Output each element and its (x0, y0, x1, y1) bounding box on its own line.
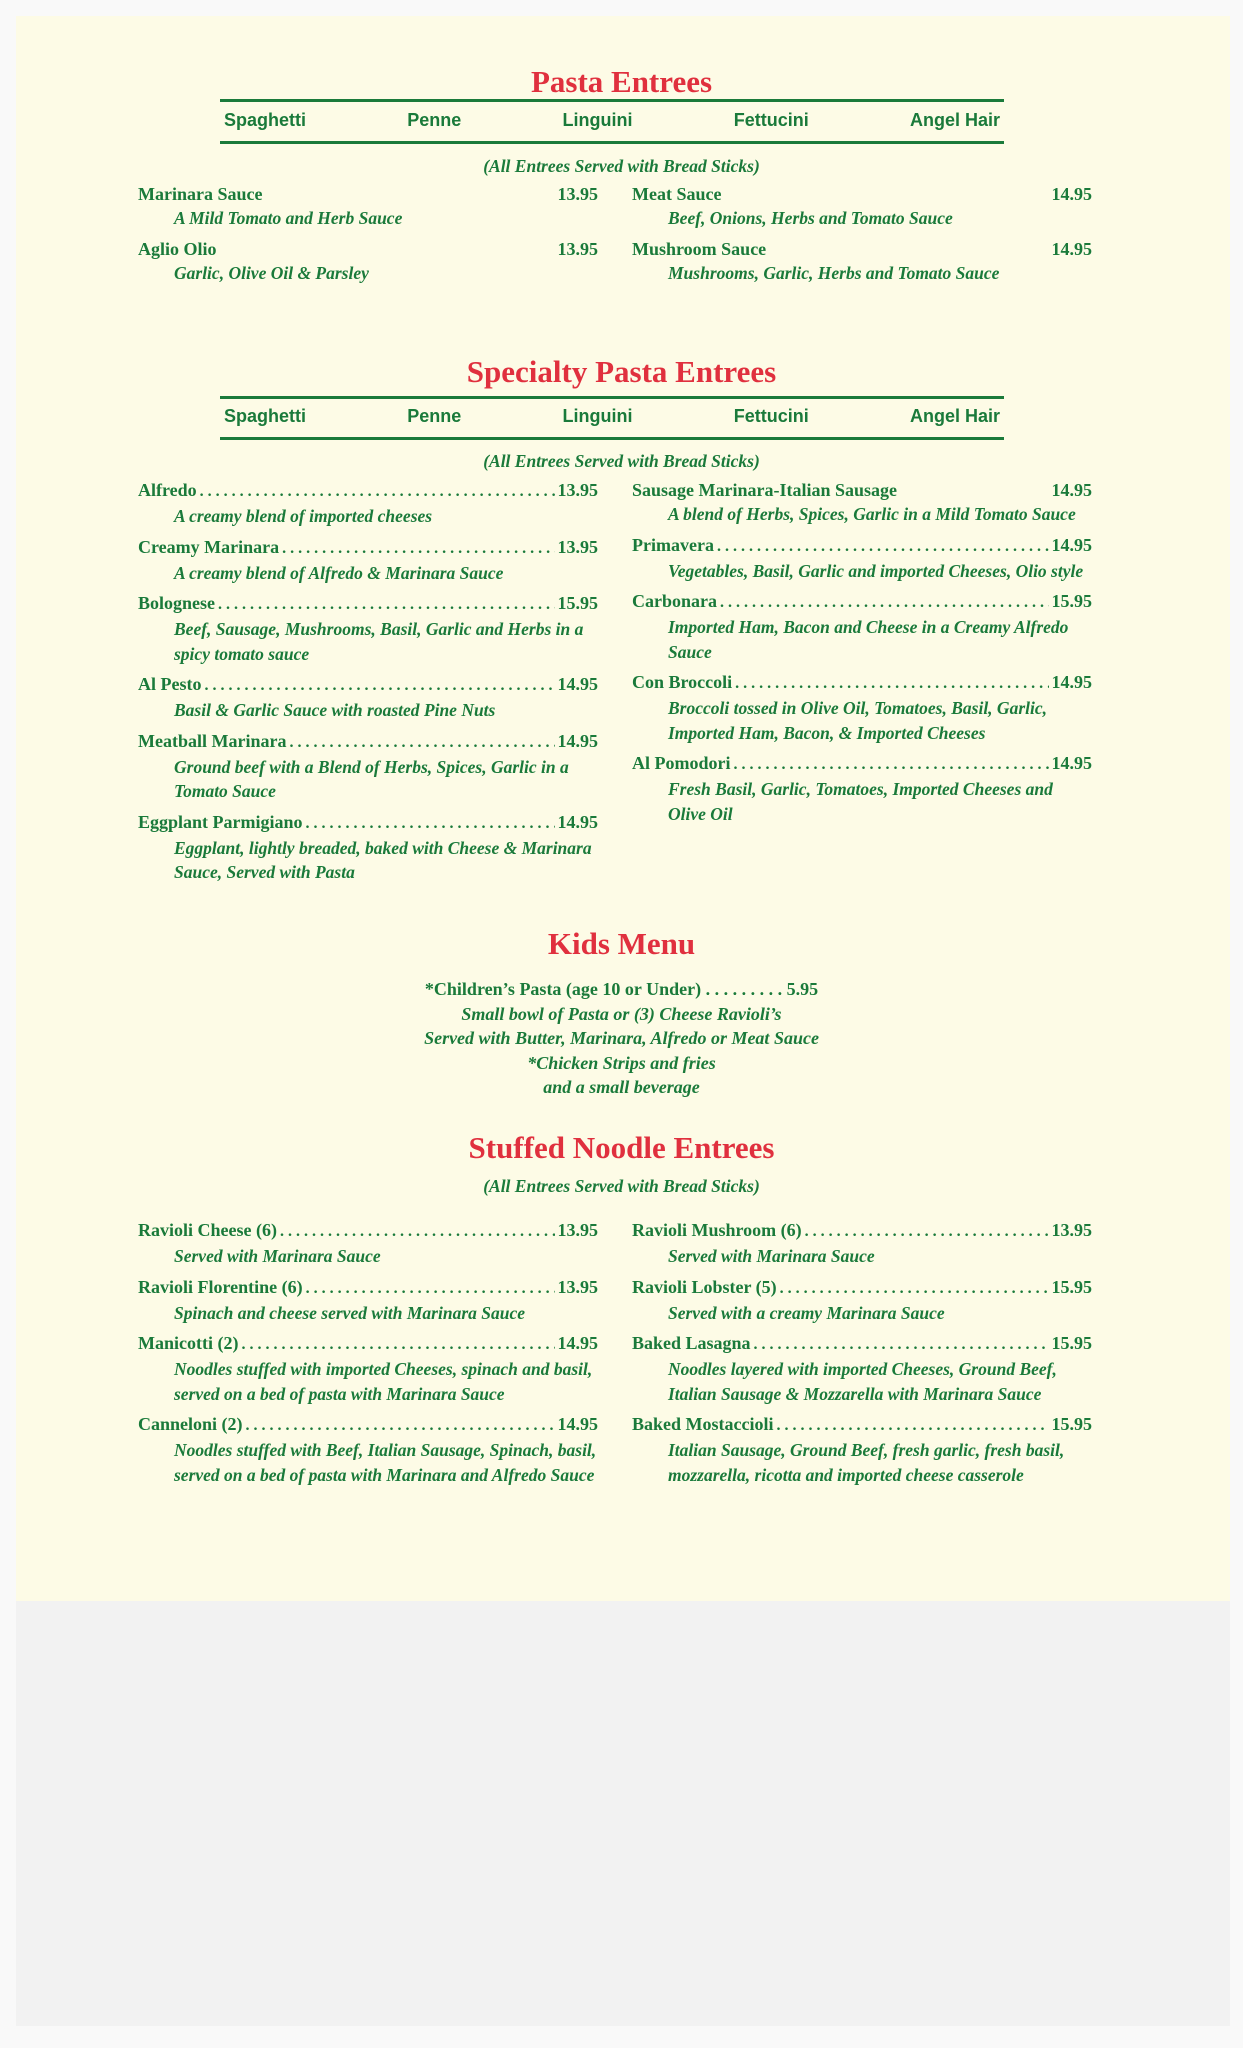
item-price: 14.95 (1051, 238, 1092, 259)
item-price: 13.95 (557, 184, 598, 204)
kids-menu-title: Kids Menu (547, 926, 696, 961)
item-name: Manicotti (2) (138, 1333, 239, 1353)
item-price: 14.95 (1051, 753, 1092, 773)
item-name: Canneloni (2) (138, 1414, 243, 1434)
menu-item (632, 533, 1092, 584)
item-name: Ravioli Cheese (6) (138, 1220, 277, 1240)
menu-item (632, 1331, 1092, 1406)
specialty-right-column (632, 478, 1092, 832)
menu-item (138, 237, 598, 286)
pasta-type: Fettucini (733, 110, 809, 130)
pasta-type: Spaghetti (224, 110, 307, 130)
item-price: 13.95 (557, 536, 598, 557)
item-name: Bolognese (138, 593, 216, 613)
menu-item (632, 182, 1092, 231)
menu-item (138, 810, 598, 885)
item-name: Al Pomodori (632, 753, 731, 773)
item-price: 13.95 (557, 1276, 598, 1297)
kids-desc-line: Small bowl of Pasta or (3) Cheese Ravioli’s (461, 1003, 782, 1024)
pasta-types-row (222, 110, 1002, 138)
menu-item (632, 237, 1092, 286)
item-description: A Mild Tomato and Herb Sauce (174, 208, 403, 228)
item-description: Beef, Onions, Herbs and Tomato Sauce (668, 208, 953, 228)
item-price: 15.95 (1051, 591, 1092, 611)
menu-item (632, 751, 1092, 826)
menu-item (138, 729, 598, 804)
item-price: 14.95 (1051, 480, 1092, 500)
kids-item-name: *Children’s Pasta (age 10 or Under) (424, 979, 702, 999)
divider (220, 396, 1004, 399)
item-name: Baked Lasagna (632, 1333, 751, 1353)
item-description: Noodles layered with imported Cheeses, Ground Beef, Italian Sausage & Mozzarella with Marinara Sauce (668, 1359, 1057, 1404)
item-name: Alfredo (138, 480, 197, 500)
item-price: 14.95 (557, 1414, 598, 1434)
item-price: 15.95 (557, 593, 598, 613)
item-description: Fresh Basil, Garlic, Tomatoes, Imported Cheeses and Olive Oil (668, 779, 1053, 824)
backing-page (16, 1601, 1230, 2026)
item-name: Carbonara (632, 591, 717, 611)
pasta-entrees-title: Pasta Entrees (530, 64, 713, 99)
item-price: 15.95 (1051, 1414, 1092, 1434)
item-name: Marinara Sauce (138, 184, 263, 204)
item-description: Eggplant, lightly breaded, baked with Cheese & Marinara Sauce, Served with Pasta (174, 837, 592, 882)
item-name: Ravioli Florentine (6) (138, 1276, 303, 1297)
menu-item (632, 670, 1092, 745)
menu-item (138, 535, 598, 586)
specialty-left-column (138, 478, 598, 891)
item-description: Served with Marinara Sauce (174, 1246, 381, 1266)
menu-item (138, 672, 598, 723)
item-description: Broccoli tossed in Olive Oil, Tomatoes, Basil, Garlic, Imported Ham, Bacon, & Imported Cheeses (668, 698, 1048, 743)
item-description: Imported Ham, Bacon and Cheese in a Creamy Alfredo Sauce (668, 617, 1069, 662)
kids-item-dots: . . . . . . . . . (705, 979, 787, 999)
item-description: Ground beef with a Blend of Herbs, Spices, Garlic in a Tomato Sauce (174, 756, 569, 801)
pasta-type: Penne (407, 406, 462, 426)
item-description: Italian Sausage, Ground Beef, fresh garlic, fresh basil, mozzarella, ricotta and imported cheese casserole (668, 1440, 1065, 1485)
menu-item (138, 1331, 598, 1406)
item-price: 13.95 (557, 480, 598, 500)
pasta-left-column (138, 182, 598, 291)
item-price: 15.95 (1051, 1276, 1092, 1297)
menu-item (632, 589, 1092, 664)
item-price: 14.95 (557, 1333, 598, 1353)
item-name: Ravioli Mushroom (6) (632, 1220, 802, 1240)
served-note: (All Entrees Served with Bread Sticks) (483, 1176, 760, 1196)
pasta-types-row (222, 406, 1002, 434)
item-description: Mushrooms, Garlic, Herbs and Tomato Sauce (668, 262, 1000, 283)
item-description: Beef, Sausage, Mushrooms, Basil, Garlic and Herbs in a spicy tomato sauce (174, 619, 584, 664)
menu-item (138, 478, 598, 529)
item-price: 13.95 (557, 238, 598, 259)
menu-item (632, 478, 1092, 527)
divider (220, 141, 1004, 144)
divider (220, 99, 1004, 102)
item-name: Baked Mostaccioli (632, 1414, 774, 1434)
item-price: 13.95 (1051, 1220, 1092, 1240)
pasta-type: Fettucini (733, 406, 809, 426)
item-description: Basil & Garlic Sauce with roasted Pine Nuts (174, 700, 496, 720)
item-name: Eggplant Parmigiano (138, 811, 303, 832)
item-description: Served with Marinara Sauce (668, 1246, 875, 1266)
pasta-type: Angel Hair (909, 406, 1000, 426)
served-note: (All Entrees Served with Bread Sticks) (483, 156, 760, 176)
kids-menu-block (0, 977, 1243, 1100)
item-price: 14.95 (1051, 534, 1092, 555)
item-name: Meat Sauce (632, 184, 722, 204)
item-description: Noodles stuffed with Beef, Italian Sausage, Spinach, basil, served on a bed of pasta with Marinara and Alfredo Sauce (174, 1440, 597, 1485)
served-note: (All Entrees Served with Bread Sticks) (483, 451, 760, 471)
stuffed-left-column (138, 1218, 598, 1493)
kids-desc-line: Served with Butter, Marinara, Alfredo or Meat Sauce (424, 1028, 819, 1048)
item-name: Creamy Marinara (138, 536, 280, 557)
menu-item (632, 1218, 1092, 1269)
pasta-type: Linguini (562, 110, 633, 130)
pasta-type: Penne (407, 110, 462, 130)
item-description: A creamy blend of imported cheeses (174, 506, 433, 526)
menu-item (138, 591, 598, 666)
stuffed-noodle-title: Stuffed Noodle Entrees (468, 1130, 775, 1165)
specialty-pasta-title: Specialty Pasta Entrees (466, 354, 777, 389)
menu-item (632, 1412, 1092, 1487)
item-price: 14.95 (1051, 184, 1092, 204)
item-name: Mushroom Sauce (632, 238, 767, 259)
item-description: Served with a creamy Marinara Sauce (668, 1302, 945, 1323)
item-name: Aglio Olio (138, 238, 217, 259)
item-description: Spinach and cheese served with Marinara Sauce (174, 1302, 525, 1323)
item-description: Vegetables, Basil, Garlic and imported Cheeses, Olio style (668, 560, 1084, 581)
item-name: Sausage Marinara-Italian Sausage (632, 480, 898, 500)
item-name: Con Broccoli (632, 672, 733, 692)
item-price: 15.95 (1051, 1333, 1092, 1353)
pasta-right-column (632, 182, 1092, 291)
divider (220, 437, 1004, 440)
kids-item-price: 5.95 (786, 979, 819, 999)
stuffed-right-column (632, 1218, 1092, 1493)
kids-item-row (0, 977, 1243, 1002)
item-name: Meatball Marinara (138, 730, 287, 751)
item-description: Garlic, Olive Oil & Parsley (174, 262, 369, 283)
item-name: Al Pesto (138, 674, 202, 694)
pasta-type: Angel Hair (909, 110, 1000, 130)
menu-item (138, 182, 598, 231)
menu-item (138, 1275, 598, 1326)
item-description: A creamy blend of Alfredo & Marinara Sauce (174, 562, 504, 583)
menu-item (138, 1218, 598, 1269)
menu-item (138, 1412, 598, 1487)
kids-desc-line: and a small beverage (543, 1077, 700, 1097)
pasta-type: Spaghetti (224, 406, 307, 426)
pasta-type: Linguini (562, 406, 633, 426)
item-price: 13.95 (557, 1220, 598, 1240)
kids-desc-line: *Chicken Strips and fries (527, 1052, 716, 1073)
item-description: Noodles stuffed with imported Cheeses, spinach and basil, served on a bed of pasta with Marinara Sauce (174, 1359, 593, 1404)
item-description: A blend of Herbs, Spices, Garlic in a Mild Tomato Sauce (668, 504, 1076, 524)
item-price: 14.95 (1051, 672, 1092, 692)
item-name: Primavera (632, 534, 714, 555)
item-price: 14.95 (557, 674, 598, 694)
item-price: 14.95 (557, 811, 598, 832)
item-price: 14.95 (557, 730, 598, 751)
item-name: Ravioli Lobster (5) (632, 1276, 777, 1297)
menu-item (632, 1275, 1092, 1326)
